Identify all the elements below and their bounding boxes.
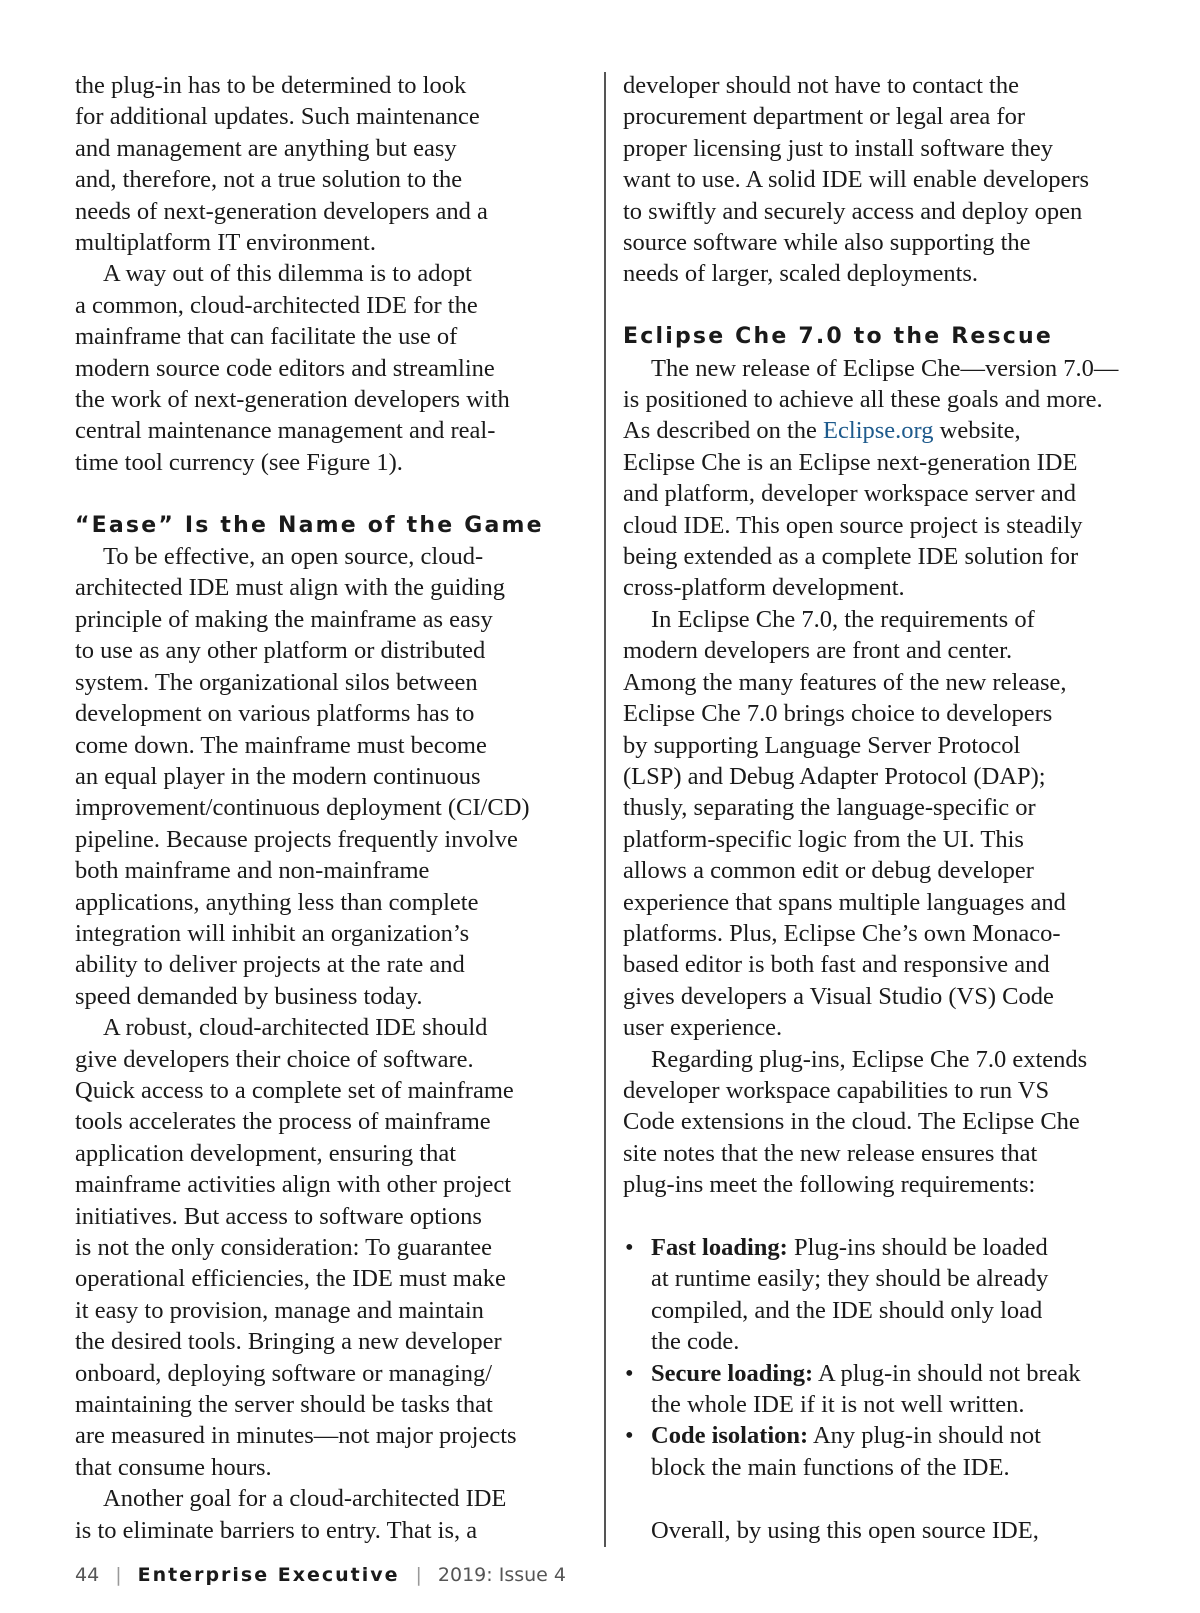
text-line: to swiftly and securely access and deploy open — [623, 197, 1083, 225]
left-paragraph-4 — [75, 1012, 585, 1483]
text-line: multiplatform IT environment. — [75, 229, 376, 257]
left-paragraph-3 — [75, 541, 585, 1012]
text-line: speed demanded by business today. — [75, 982, 423, 1010]
text-line: mainframe activities align with other project — [75, 1171, 512, 1199]
text-line: needs of larger, scaled deployments. — [623, 260, 979, 288]
text-line: allows a common edit or debug developer — [623, 857, 1034, 885]
text-line: A robust, cloud-architected IDE should — [103, 1014, 488, 1042]
text-line: the work of next-generation developers with — [75, 386, 510, 414]
text-line: A way out of this dilemma is to adopt — [103, 260, 472, 288]
text-line: The new release of Eclipse Che—version 7.0— — [651, 354, 1119, 382]
text-line: is not the only consideration: To guarantee — [75, 1234, 492, 1262]
text-line: proper licensing just to install software they — [623, 134, 1054, 162]
text-line: is to eliminate barriers to entry. That is, a — [75, 1516, 478, 1544]
right-column — [623, 70, 1143, 1546]
issue-label: 2019: Issue 4 — [437, 1564, 566, 1586]
text-line: time tool currency (see Figure 1). — [75, 448, 403, 476]
magazine-title: Enterprise Executive — [137, 1564, 400, 1586]
section-heading-ease: “Ease” Is the Name of the Game — [75, 512, 544, 538]
right-paragraph-4 — [623, 1044, 1143, 1201]
left-column — [75, 70, 585, 1546]
text-line: based editor is both fast and responsive and — [623, 951, 1050, 979]
text-line: block the main functions of the IDE. — [651, 1453, 1010, 1481]
text-line — [651, 1420, 1143, 1451]
page-number: 44 — [75, 1564, 100, 1586]
text-line: experience that spans multiple languages and — [623, 888, 1066, 916]
left-paragraph-5 — [75, 1483, 585, 1546]
section-heading-eclipse-che: Eclipse Che 7.0 to the Rescue — [623, 324, 1054, 350]
text-line: are measured in minutes—not major projects — [75, 1422, 517, 1450]
text-line: and management are anything but easy — [75, 134, 457, 162]
text-line: applications, anything less than complete — [75, 888, 479, 916]
text-line: Eclipse Che 7.0 brings choice to developers — [623, 700, 1053, 728]
text-line: Overall, by using this open source IDE, — [651, 1516, 1039, 1544]
text-line: site notes that the new release ensures that — [623, 1139, 1038, 1167]
text-line: application development, ensuring that — [75, 1139, 457, 1167]
text-fragment: A plug-in should not break — [813, 1359, 1081, 1387]
text-line: needs of next-generation developers and a — [75, 197, 488, 225]
bullet-icon: • — [625, 1422, 634, 1450]
left-paragraph-1 — [75, 70, 585, 258]
text-line-with-link — [623, 415, 1143, 446]
text-line: modern source code editors and streamline — [75, 354, 495, 382]
text-line: is positioned to achieve all these goals and more. — [623, 386, 1103, 414]
spacer — [623, 290, 1143, 321]
text-line: onboard, deploying software or managing/ — [75, 1359, 493, 1387]
text-line: the plug-in has to be determined to look — [75, 72, 467, 99]
bullet-code-isolation — [623, 1420, 1143, 1483]
bullet-title: Code isolation: — [651, 1422, 809, 1450]
text-line: operational efficiencies, the IDE must make — [75, 1265, 506, 1293]
text-line: and, therefore, not a true solution to the — [75, 166, 463, 194]
text-line: platform-specific logic from the UI. This — [623, 825, 1024, 853]
text-line: procurement department or legal area for — [623, 103, 1026, 131]
text-line: tools accelerates the process of mainframe — [75, 1108, 491, 1136]
text-line: integration will inhibit an organization’s — [75, 919, 470, 947]
left-paragraph-2 — [75, 258, 585, 478]
text-line: thusly, separating the language-specific or — [623, 794, 1036, 822]
text-line: plug-ins meet the following requirements: — [623, 1171, 1036, 1199]
text-line: Another goal for a cloud-architected IDE — [103, 1485, 507, 1513]
text-line — [651, 1358, 1143, 1389]
text-line: platforms. Plus, Eclipse Che’s own Monaco- — [623, 919, 1061, 947]
text-line: it easy to provision, manage and maintain — [75, 1296, 484, 1324]
text-line: developer workspace capabilities to run VS — [623, 1076, 1050, 1104]
text-line: gives developers a Visual Studio (VS) Code — [623, 982, 1054, 1010]
text-line: developer should not have to contact the — [623, 72, 1019, 99]
bullet-title: Fast loading: — [651, 1234, 788, 1261]
text-line: principle of making the mainframe as easy — [75, 605, 493, 633]
bullet-icon: • — [625, 1359, 634, 1387]
text-line: Code extensions in the cloud. The Eclipse Che — [623, 1108, 1080, 1136]
text-line: (LSP) and Debug Adapter Protocol (DAP); — [623, 762, 1046, 790]
footer-separator: | — [415, 1564, 422, 1586]
text-line: central maintenance management and real- — [75, 417, 496, 445]
text-line: improvement/continuous deployment (CI/CD) — [75, 794, 530, 822]
text-line: architected IDE must align with the guiding — [75, 574, 506, 602]
spacer — [623, 1483, 1143, 1514]
text-line: want to use. A solid IDE will enable developers — [623, 166, 1090, 194]
text-line: Among the many features of the new release, — [623, 668, 1067, 696]
text-line: come down. The mainframe must become — [75, 731, 487, 759]
text-line — [651, 1232, 1143, 1263]
text-line: user experience. — [623, 1014, 783, 1042]
page-footer — [75, 1562, 566, 1588]
text-line: development on various platforms has to — [75, 700, 475, 728]
footer-separator: | — [115, 1564, 122, 1586]
text-fragment: Plug-ins should be loaded — [787, 1234, 1048, 1261]
text-line: Regarding plug-ins, Eclipse Che 7.0 extends — [651, 1045, 1088, 1073]
text-line: compiled, and the IDE should only load — [651, 1296, 1043, 1324]
text-line: modern developers are front and center. — [623, 637, 1013, 665]
text-line: being extended as a complete IDE solution for — [623, 543, 1079, 571]
text-fragment: website, — [933, 417, 1021, 445]
text-line: the desired tools. Bringing a new developer — [75, 1328, 502, 1356]
text-line: Eclipse Che is an Eclipse next-generation IDE — [623, 448, 1078, 476]
text-line: maintaining the server should be tasks that — [75, 1391, 493, 1419]
eclipse-org-link[interactable]: Eclipse.org — [823, 417, 934, 445]
text-line: initiatives. But access to software options — [75, 1202, 482, 1230]
right-paragraph-5 — [623, 1515, 1143, 1546]
right-paragraph-2 — [623, 353, 1143, 604]
column-divider — [604, 72, 606, 1547]
text-line: and platform, developer workspace server and — [623, 480, 1077, 508]
text-line: both mainframe and non-mainframe — [75, 857, 430, 885]
text-line: In Eclipse Che 7.0, the requirements of — [651, 605, 1035, 633]
text-fragment: Any plug-in should not — [808, 1422, 1041, 1450]
text-line: the code. — [651, 1328, 740, 1356]
text-fragment: As described on the — [623, 417, 824, 445]
text-line: mainframe that can facilitate the use of — [75, 323, 458, 351]
right-paragraph-3 — [623, 604, 1143, 1044]
text-line: ability to deliver projects at the rate and — [75, 951, 465, 979]
text-line: cross-platform development. — [623, 574, 905, 602]
text-line: a common, cloud-architected IDE for the — [75, 291, 478, 319]
spacer — [623, 1201, 1143, 1232]
text-line: that consume hours. — [75, 1453, 272, 1481]
text-line: give developers their choice of software. — [75, 1045, 474, 1073]
bullet-title: Secure loading: — [651, 1359, 814, 1387]
text-line: for additional updates. Such maintenance — [75, 103, 480, 131]
text-line: system. The organizational silos between — [75, 668, 478, 696]
text-line: source software while also supporting the — [623, 229, 1031, 257]
spacer — [75, 478, 585, 509]
text-line: Quick access to a complete set of mainframe — [75, 1076, 514, 1104]
requirements-bullet-list — [623, 1232, 1143, 1483]
text-line: by supporting Language Server Protocol — [623, 731, 1021, 759]
text-line: at runtime easily; they should be already — [651, 1265, 1049, 1293]
text-line: To be effective, an open source, cloud- — [103, 543, 484, 571]
bullet-icon: • — [625, 1234, 634, 1261]
right-paragraph-1 — [623, 70, 1143, 290]
text-line: pipeline. Because projects frequently involve — [75, 825, 518, 853]
bullet-secure-loading — [623, 1358, 1143, 1421]
text-line: cloud IDE. This open source project is steadily — [623, 511, 1083, 539]
bullet-fast-loading — [623, 1232, 1143, 1358]
text-line: the whole IDE if it is not well written. — [651, 1391, 1025, 1419]
text-line: an equal player in the modern continuous — [75, 762, 481, 790]
text-line: to use as any other platform or distributed — [75, 637, 486, 665]
